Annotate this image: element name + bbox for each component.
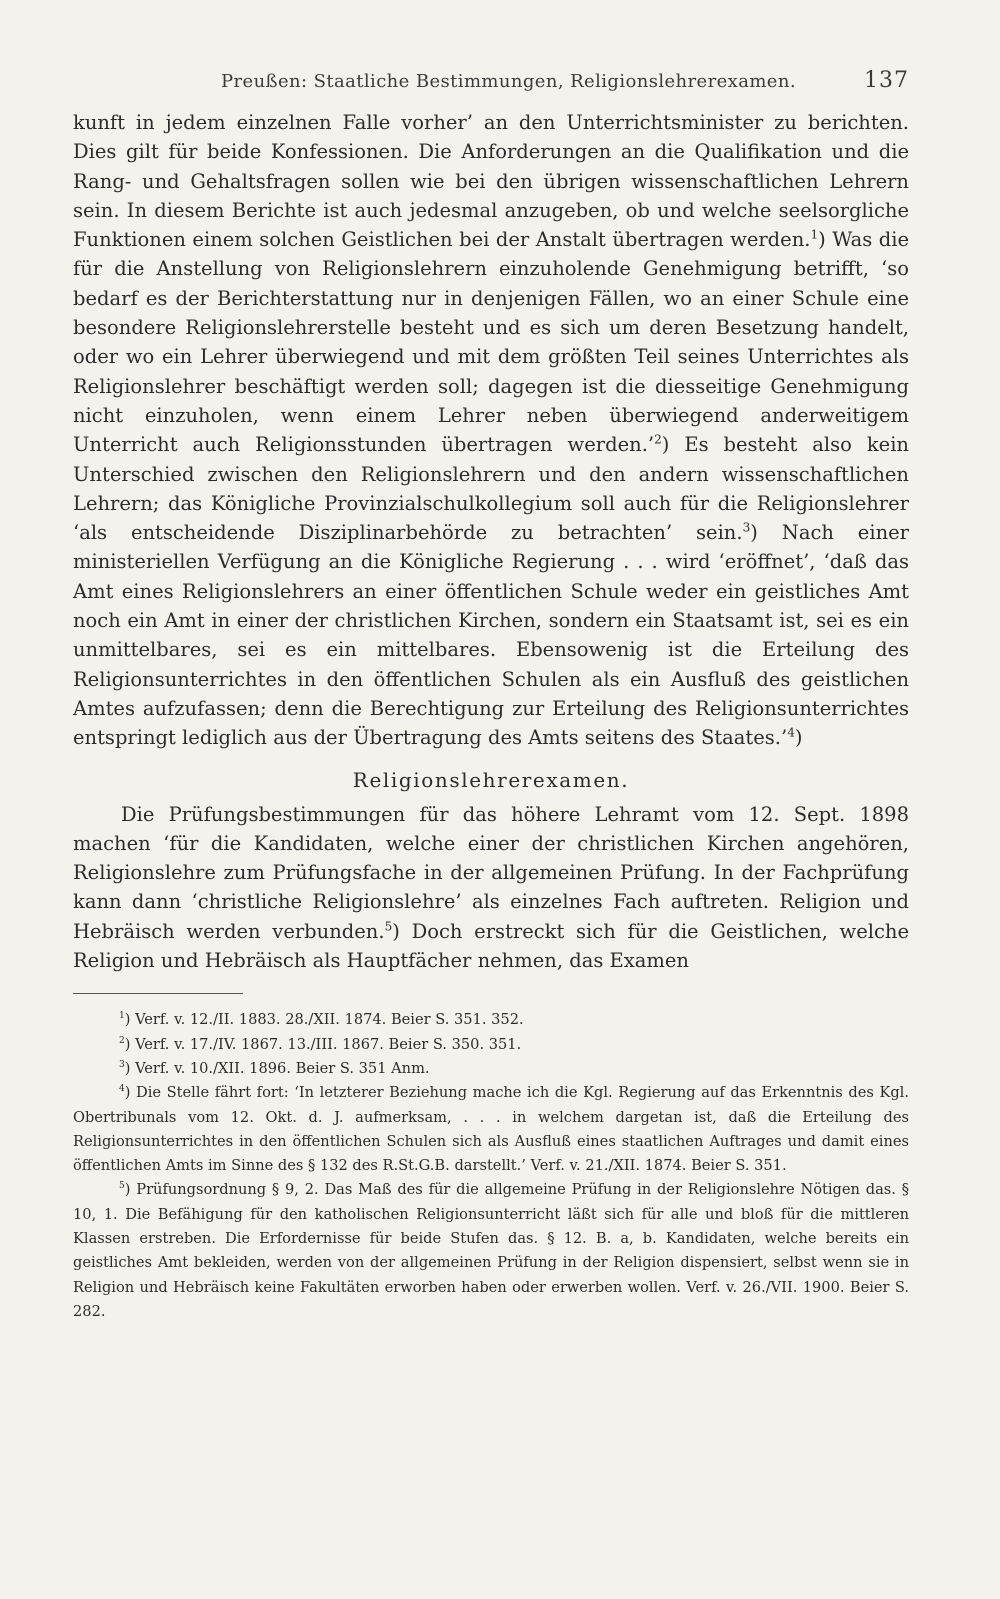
footnote-text: ) Verf. v. 12./II. 1883. 28./XII. 1874. Beier S. 351. 352.: [124, 1011, 524, 1029]
footnote-text: ) Verf. v. 17./IV. 1867. 13./III. 1867. Beier S. 350. 351.: [124, 1035, 522, 1053]
footnote-text: ) Prüfungsordnung § 9, 2. Das Maß des für die allgemeine Prüfung in der Religionslehre Nötigen das. § 10, 1. Die Befähigung für den katholischen Religionsunterricht läßt sich für alle und bloß für die mittleren Klassen erstreben. Die Erfordernisse für beide Stufen das. § 12. B. a, b. Kandidaten, welche bereits ein geistliches Amt bekleiden, werden von der allgemeinen Prüfung in der Religion dispensiert, selbst wenn sie in Religion und Hebräisch keine Fakultäten erworben haben oder erwerben wollen. Verf. v. 26./VII. 1900. Beier S. 282.: [73, 1181, 909, 1320]
text-segment: Die Prüfungsbestimmungen für das höhere Lehramt vom 12. Sept. 1898 machen ‘für die Kandidaten, welche einer der christlichen Kirchen angehören, Religionslehre zum Prüfungsfache in der allgemeinen Prüfung. In der Fachprüfung kann dann ‘christliche Religionslehre’ als einzelnes Fach auftreten. Religion und Hebräisch werden verbunden.: [73, 802, 909, 943]
footnotes: [73, 1008, 909, 1324]
text-segment: ) Doch erstreckt sich für die Geistlichen, welche Religion und Hebräisch als Hauptfächer nehmen, das Examen: [73, 919, 909, 973]
text-segment: kunft in jedem einzelnen Falle vorher’ an den Unterrichtsminister zu berichten. Dies gilt für beide Konfessionen. Die Anforderungen an die Qualifikation und die Rang- und Gehaltsfragen sollen wie bei den übrigen wissenschaftlichen Lehrern sein. In diesem Berichte ist auch jedesmal anzugeben, ob und welche seelsorgliche Funktionen einem solchen Geistlichen bei der Anstalt übertragen werden.: [73, 111, 909, 252]
footnote: [73, 1081, 909, 1178]
main-text: [73, 108, 909, 975]
footnote-marker: 5: [119, 1181, 125, 1192]
section-heading: Religionslehrerexamen.: [352, 767, 630, 792]
footnote-reference: 4: [787, 725, 795, 740]
footnote-marker: 3: [119, 1060, 125, 1071]
footnote: [73, 1057, 909, 1081]
text-segment: ) Es besteht also kein Unterschied zwischen den Religionslehrern und den andern wissenschaftlichen Lehrern; das Königliche Provinzialschulkollegium soll auch für die Religionslehrer ‘als entscheidende Disziplinarbehörde zu betrachten’ sein.: [73, 433, 909, 545]
running-header: [73, 68, 909, 108]
footnote: [73, 1178, 909, 1324]
footnote: [73, 1033, 909, 1057]
footnote: [73, 1008, 909, 1032]
paragraph: [73, 800, 909, 976]
footnote-reference: 2: [654, 432, 662, 447]
footnote-reference: 3: [742, 520, 751, 535]
footnote-divider: [73, 993, 243, 994]
footnote-marker: 1: [119, 1011, 125, 1022]
page-number: 137: [864, 68, 909, 93]
footnote-text: ) Verf. v. 10./XII. 1896. Beier S. 351 Anm.: [124, 1059, 430, 1077]
paragraph-continuation: [73, 108, 909, 753]
text-segment: ): [794, 726, 803, 750]
footnote-reference: 5: [384, 919, 393, 934]
text-segment: ) Nach einer ministeriellen Verfügung an die Königliche Regierung . . . wird ‘eröffnet’, ‘daß das Amt eines Religionslehrers an einer öffentlichen Schule weder ein geistliches Amt noch ein Amt in einer der christlichen Kirchen, sondern ein Staatsamt ist, sei es ein unmittelbares, sei es ein mittelbares. Ebensowenig ist die Erteilung des Religionsunterrichtes in den öffentlichen Schulen als ein Ausfluß des geistlichen Amtes aufzufassen; denn die Berechtigung zur Erteilung des Religionsunterrichtes entspringt lediglich aus der Übertragung des Amts seitens des Staates.’: [73, 521, 909, 750]
footnote-marker: 2: [119, 1035, 125, 1046]
book-page: [73, 68, 909, 1324]
text-segment: ) Was die für die Anstellung von Religionslehrern einzuholende Genehmigung betrifft, ‘so bedarf es der Berichterstattung nur in denjenigen Fällen, wo an einer Schule eine besondere Religionslehrerstelle besteht und es sich um deren Besetzung handelt, oder wo ein Lehrer überwiegend und mit dem größten Teil seines Unterrichtes als Religionslehrer beschäftigt werden soll; dagegen ist die diesseitige Genehmigung nicht einzuholen, wenn einem Lehrer neben überwiegend anderweitigem Unterricht auch Religionsstunden übertragen werden.’: [73, 228, 909, 457]
footnote-marker: 4: [119, 1084, 125, 1095]
footnote-text: ) Die Stelle fährt fort: ‘In letzterer Beziehung mache ich die Kgl. Regierung auf das Erkenntnis des Kgl. Obertribunals vom 12. Okt. d. J. aufmerksam, . . . in welchem dargetan ist, daß die Erteilung des Religionsunterrichtes in den öffentlichen Schulen sich als Ausfluß eines staatlichen Auftrages und damit eines öffentlichen Amts im Sinne des § 132 des R.St.G.B. darstellt.’ Verf. v. 21./XII. 1874. Beier S. 351.: [73, 1084, 909, 1175]
footnote-reference: 1: [810, 227, 819, 242]
running-title: Preußen: Staatliche Bestimmungen, Religionslehrerexamen.: [221, 71, 796, 92]
